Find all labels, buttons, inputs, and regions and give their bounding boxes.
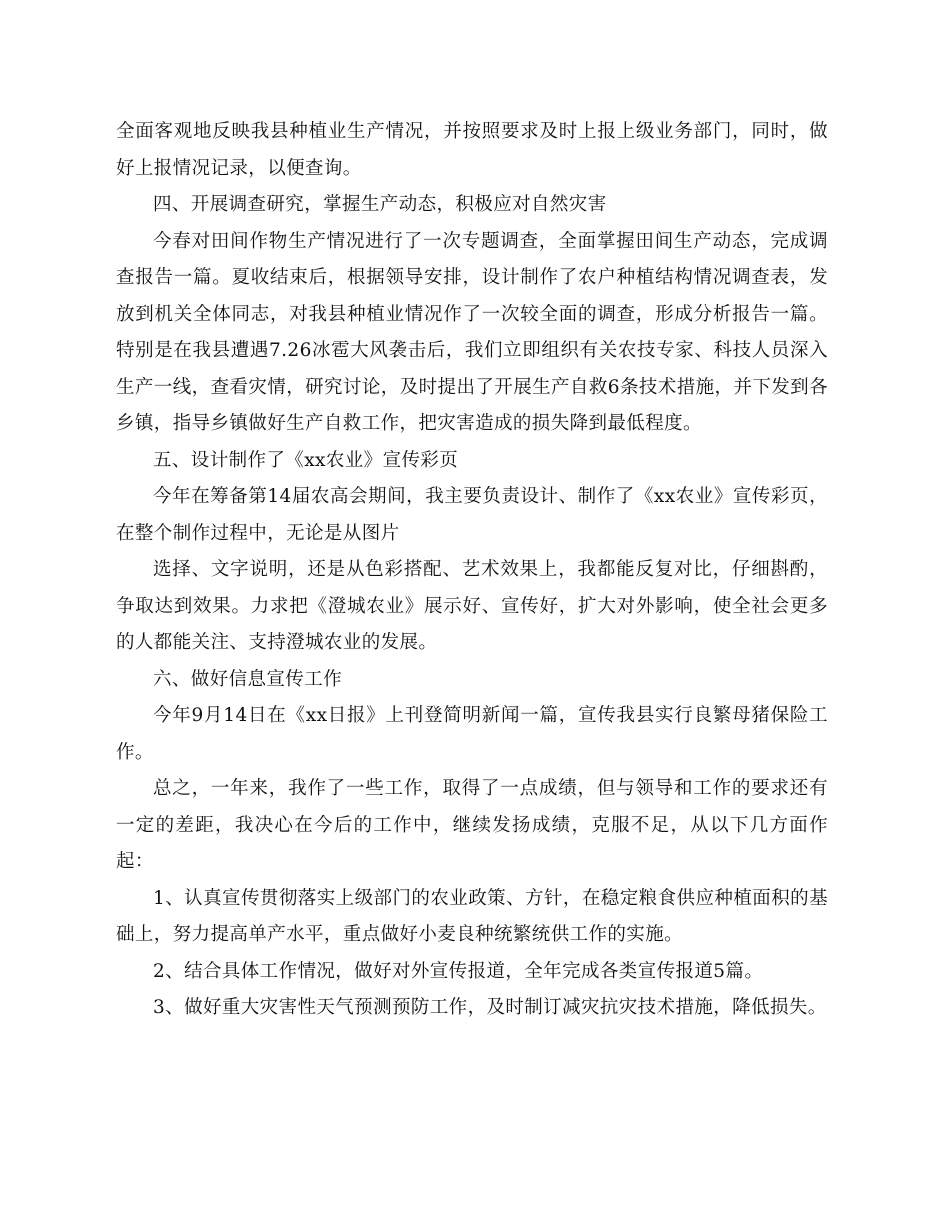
list-item-1: 1、认真宣传贯彻落实上级部门的农业政策、方针，在稳定粮食供应种植面积的基础上，努力提高单产水平，重点做好小麦良种统繁统供工作的实施。 (116, 887, 828, 945)
list-item-2: 2、结合具体工作情况，做好对外宣传报道，全年完成各类宣传报道5篇。 (153, 960, 764, 982)
paragraph-summary: 总之，一年来，我作了一些工作，取得了一点成绩，但与领导和工作的要求还有一定的差距，我决心在今后的工作中，继续发扬成绩，克服不足，从以下几方面作起： (116, 778, 828, 872)
paragraph-brochure-continued: 选择、文字说明，还是从色彩搭配、艺术效果上，我都能反复对比，仔细斟酌，争取达到效果。力求把《澄城农业》展示好、宣传好，扩大对外影响，使全社会更多的人都能关注、支持澄城农业的发展。 (116, 559, 828, 653)
paragraph-publicity: 今年9月14日在《xx日报》上刊登简明新闻一篇，宣传我县实行良繁母猪保险工作。 (116, 705, 828, 763)
paragraph-intro-continuation: 全面客观地反映我县种植业生产情况，并按照要求及时上报上级业务部门，同时，做好上报情况记录，以便查询。 (116, 121, 828, 179)
paragraph-research: 今春对田间作物生产情况进行了一次专题调查，全面掌握田间生产动态，完成调查报告一篇。夏收结束后，根据领导安排，设计制作了农户种植结构情况调查表，发放到机关全体同志，对我县种植业情况作了一次较全面的调查，形成分析报告一篇。特别是在我县遭遇7.26冰雹大风袭击后，我们立即组织有关农技专家、科技人员深入生产一线，查看灾情，研究讨论，及时提出了开展生产自救6条技术措施，并下发到各乡镇，指导乡镇做好生产自救工作，把灾害造成的损失降到最低程度。 (116, 230, 828, 434)
paragraph-brochure: 今年在筹备第14届农高会期间，我主要负责设计、制作了《xx农业》宣传彩页，在整个制作过程中，无论是从图片 (116, 486, 828, 544)
section-heading-publicity: 六、做好信息宣传工作 (153, 668, 343, 690)
section-heading-brochure: 五、设计制作了《xx农业》宣传彩页 (153, 449, 459, 471)
section-heading-research: 四、开展调查研究，掌握生产动态，积极应对自然灾害 (153, 194, 607, 215)
document-body (116, 114, 828, 1027)
list-item-3: 3、做好重大灾害性天气预测预防工作，及时制订减灾抗灾技术措施，降低损失。 (153, 997, 827, 1018)
